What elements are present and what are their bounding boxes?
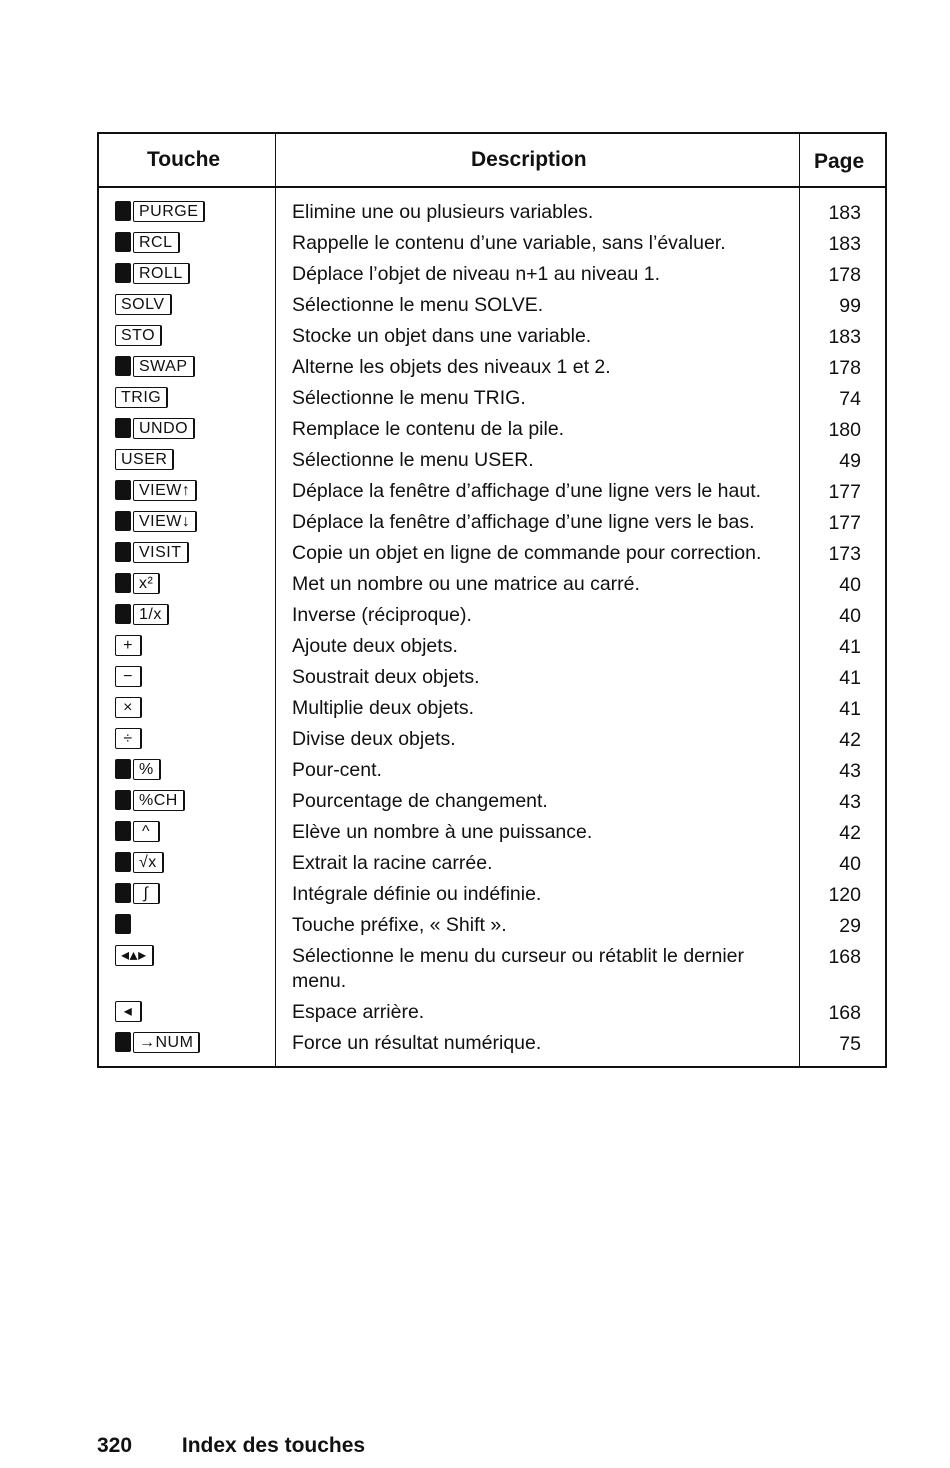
page-cell: 99 (839, 295, 861, 317)
table-row (99, 907, 885, 938)
key-cell (115, 231, 180, 253)
description-cell: Force un résultat numérique. (292, 1032, 542, 1054)
key-cell (115, 789, 185, 811)
table-body (99, 188, 885, 1066)
page-cell: 178 (828, 357, 861, 379)
key-label: SOLV (115, 294, 172, 315)
key-cell (115, 696, 142, 718)
key-cell (115, 882, 160, 904)
page-cell: 40 (839, 853, 861, 875)
key-label: SWAP (133, 356, 195, 377)
key-label: TRIG (115, 387, 168, 408)
shift-key-icon (115, 480, 131, 500)
key-cell (115, 851, 164, 873)
description-cell: Pourcentage de changement. (292, 790, 548, 812)
description-cell: Soustrait deux objets. (292, 666, 480, 688)
page-cell: 29 (839, 915, 861, 937)
shift-key-icon (115, 511, 131, 531)
key-label: √x (133, 852, 164, 873)
key-label: %CH (133, 790, 185, 811)
description-cell: Sélectionne le menu USER. (292, 449, 534, 471)
table-row (99, 349, 885, 380)
shift-key-icon (115, 914, 131, 934)
table-row (99, 938, 885, 994)
description-cell: Touche préfixe, « Shift ». (292, 914, 507, 936)
page-cell: 183 (828, 326, 861, 348)
page-cell: 75 (839, 1033, 861, 1055)
key-cell (115, 944, 154, 966)
page-cell: 74 (839, 388, 861, 410)
page-cell: 43 (839, 760, 861, 782)
key-cell (115, 820, 160, 842)
key-cell (115, 200, 205, 222)
description-cell: Sélectionne le menu du curseur ou rétablit le dernier menu. (292, 945, 745, 992)
table-row (99, 752, 885, 783)
description-cell: Copie un objet en ligne de commande pour correction. (292, 542, 762, 564)
key-label: ROLL (133, 263, 190, 284)
description-cell: Divise deux objets. (292, 728, 456, 750)
page-cell: 41 (839, 636, 861, 658)
table-row (99, 318, 885, 349)
key-label: ◂ (115, 1001, 142, 1022)
page-cell: 173 (828, 543, 861, 565)
key-label: ÷ (115, 728, 142, 749)
page-cell: 177 (828, 512, 861, 534)
table-row (99, 473, 885, 504)
table-header (99, 134, 885, 188)
description-cell: Inverse (réciproque). (292, 604, 472, 626)
page-cell: 49 (839, 450, 861, 472)
description-cell: Elève un nombre à une puissance. (292, 821, 593, 843)
description-cell: Stocke un objet dans une variable. (292, 325, 592, 347)
description-cell: Met un nombre ou une matrice au carré. (292, 573, 640, 595)
table-row (99, 845, 885, 876)
page-cell: 120 (828, 884, 861, 906)
table-row (99, 1025, 885, 1056)
key-cell (115, 1031, 200, 1053)
table-row (99, 690, 885, 721)
shift-key-icon (115, 542, 131, 562)
table-row (99, 566, 885, 597)
key-label: ◂▴▸ (115, 945, 154, 966)
shift-key-icon (115, 201, 131, 221)
table-row (99, 225, 885, 256)
key-cell (115, 417, 195, 439)
key-cell (115, 479, 197, 501)
table-row (99, 380, 885, 411)
key-label: × (115, 697, 142, 718)
description-cell: Alterne les objets des niveaux 1 et 2. (292, 356, 611, 378)
key-cell (115, 758, 161, 780)
table-row (99, 535, 885, 566)
key-cell (115, 1000, 142, 1022)
page-cell: 180 (828, 419, 861, 441)
shift-key-icon (115, 263, 131, 283)
key-label: 1/x (133, 604, 169, 625)
shift-key-icon (115, 821, 131, 841)
header-touche: Touche (147, 148, 221, 171)
key-index-table (97, 132, 887, 1068)
table-row (99, 721, 885, 752)
table-row (99, 876, 885, 907)
key-cell (115, 634, 142, 656)
shift-key-icon (115, 573, 131, 593)
key-label: VISIT (133, 542, 189, 563)
page-cell: 42 (839, 822, 861, 844)
key-cell (115, 355, 195, 377)
page-footer (97, 1434, 365, 1458)
key-label: VIEW↑ (133, 480, 197, 501)
table-row (99, 659, 885, 690)
page-cell: 168 (828, 946, 861, 968)
description-cell: Déplace l’objet de niveau n+1 au niveau 1. (292, 263, 661, 285)
header-page: Page (814, 150, 865, 173)
page-cell: 43 (839, 791, 861, 813)
shift-key-icon (115, 356, 131, 376)
description-cell: Elimine une ou plusieurs variables. (292, 201, 594, 223)
page-cell: 177 (828, 481, 861, 503)
description-cell: Intégrale définie ou indéfinie. (292, 883, 542, 905)
shift-key-icon (115, 232, 131, 252)
key-cell (115, 913, 133, 935)
table-row (99, 442, 885, 473)
description-cell: Déplace la fenêtre d’affichage d’une ligne vers le bas. (292, 511, 755, 533)
key-cell (115, 448, 174, 470)
page-cell: 40 (839, 574, 861, 596)
key-cell (115, 293, 172, 315)
table-row (99, 628, 885, 659)
page-cell: 183 (828, 233, 861, 255)
table-row (99, 597, 885, 628)
page-cell: 168 (828, 1002, 861, 1024)
shift-key-icon (115, 883, 131, 903)
key-cell (115, 510, 197, 532)
page-cell: 40 (839, 605, 861, 627)
page-cell: 41 (839, 667, 861, 689)
description-cell: Pour-cent. (292, 759, 382, 781)
table-row (99, 256, 885, 287)
key-cell (115, 572, 160, 594)
key-label: RCL (133, 232, 180, 253)
description-cell: Rappelle le contenu d’une variable, sans l’évaluer. (292, 232, 726, 254)
key-label: VIEW↓ (133, 511, 197, 532)
table-row (99, 287, 885, 318)
key-cell (115, 665, 142, 687)
table-row (99, 783, 885, 814)
description-cell: Multiplie deux objets. (292, 697, 475, 719)
key-cell (115, 541, 189, 563)
table-row (99, 411, 885, 442)
description-cell: Extrait la racine carrée. (292, 852, 493, 874)
key-label: + (115, 635, 142, 656)
table-row (99, 814, 885, 845)
shift-key-icon (115, 790, 131, 810)
key-label: − (115, 666, 142, 687)
table-row (99, 194, 885, 225)
shift-key-icon (115, 759, 131, 779)
description-cell: Espace arrière. (292, 1001, 425, 1023)
description-cell: Déplace la fenêtre d’affichage d’une ligne vers le haut. (292, 480, 762, 502)
key-cell (115, 386, 168, 408)
key-label: USER (115, 449, 174, 470)
key-label: ^ (133, 821, 160, 842)
shift-key-icon (115, 1032, 131, 1052)
key-label: ∫ (133, 883, 160, 904)
page-cell: 41 (839, 698, 861, 720)
key-cell (115, 262, 190, 284)
table-row (99, 504, 885, 535)
description-cell: Sélectionne le menu SOLVE. (292, 294, 544, 316)
footer-page-number: 320 (97, 1434, 133, 1457)
key-label: →NUM (133, 1032, 200, 1053)
page-cell: 42 (839, 729, 861, 751)
key-label: STO (115, 325, 162, 346)
shift-key-icon (115, 852, 131, 872)
shift-key-icon (115, 418, 131, 438)
table-row (99, 994, 885, 1025)
key-label: PURGE (133, 201, 205, 222)
key-cell (115, 324, 162, 346)
description-cell: Sélectionne le menu TRIG. (292, 387, 526, 409)
key-cell (115, 603, 169, 625)
key-cell (115, 727, 142, 749)
page-cell: 178 (828, 264, 861, 286)
page-cell: 183 (828, 202, 861, 224)
key-label: x² (133, 573, 160, 594)
key-label: UNDO (133, 418, 195, 439)
description-cell: Remplace le contenu de la pile. (292, 418, 565, 440)
description-cell: Ajoute deux objets. (292, 635, 458, 657)
footer-section-title: Index des touches (181, 1434, 366, 1457)
shift-key-icon (115, 604, 131, 624)
key-label: % (133, 759, 161, 780)
header-description: Description (471, 148, 587, 171)
